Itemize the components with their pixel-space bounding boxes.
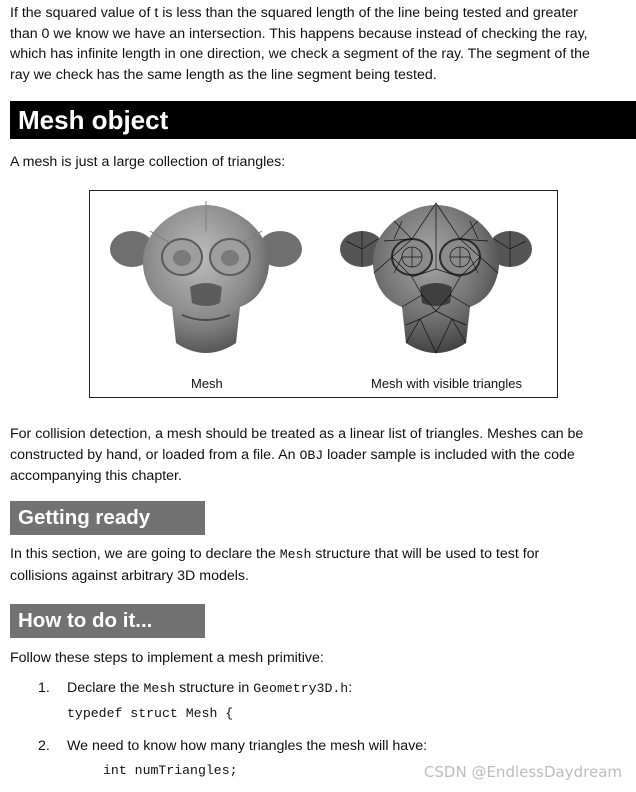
step-1-code-mesh: Mesh <box>143 681 176 696</box>
step-2-text: We need to know how many triangles the mesh will have: <box>67 738 428 754</box>
ready-line-2: collisions against arbitrary 3D models. <box>10 567 249 584</box>
intro-line-2: than 0 we know we have an intersection. This happens because instead of checking the ray, <box>10 25 588 42</box>
step-1-text <box>67 680 352 696</box>
collision-line-3: accompanying this chapter. <box>10 468 182 484</box>
step-1-text-a: Declare the <box>67 680 144 696</box>
collision-line-2-tail: loader sample is included with the code <box>323 446 575 463</box>
ready-line-1-tail: structure that will be used to test for <box>311 546 540 562</box>
caption-mesh: Mesh <box>191 376 223 391</box>
caption-mesh-visible-triangles: Mesh with visible triangles <box>371 376 523 391</box>
monkey-mesh-left <box>110 201 302 353</box>
mesh-figure <box>89 190 558 398</box>
collision-paragraph <box>10 424 626 487</box>
step-1-code-file: Geometry3D.h <box>253 681 349 696</box>
csdn-watermark: CSDN @EndlessDaydream <box>423 763 622 781</box>
step-1-number: 1. <box>38 680 50 696</box>
mesh-code: Mesh <box>279 547 312 562</box>
collision-line-1: For collision detection, a mesh should be treated as a linear list of triangles. Meshes can be <box>10 426 584 442</box>
heading-getting-ready: Getting ready <box>10 501 205 535</box>
collision-line-2: constructed by hand, or loaded from a file. An <box>10 446 300 463</box>
mesh-intro-text: A mesh is just a large collection of triangles: <box>10 154 286 170</box>
ready-line-1: In this section, we are going to declare the <box>10 546 280 562</box>
step-1-text-b: structure in <box>175 680 254 696</box>
step-1-text-c: : <box>348 680 353 696</box>
monkey-mesh-right <box>340 203 532 353</box>
ready-paragraph <box>10 544 626 586</box>
intro-line-1: If the squared value of t is less than the squared length of the line being tested and greater <box>10 5 578 21</box>
heading-how-to-do-it: How to do it... <box>10 604 205 638</box>
mesh-illustration <box>90 191 559 399</box>
obj-code: OBJ <box>299 447 324 463</box>
intro-line-4: ray we check has the same length as the line segment being tested. <box>10 66 437 83</box>
how-intro-text: Follow these steps to implement a mesh primitive: <box>10 650 324 666</box>
step-1-code: typedef struct Mesh { <box>67 706 234 721</box>
step-2-number: 2. <box>38 738 50 754</box>
step-2-code: int numTriangles; <box>103 763 238 778</box>
intro-line-3: which has infinite length in one direction, we check a segment of the ray. The segment of the <box>10 46 590 62</box>
heading-mesh-object: Mesh object <box>10 101 636 139</box>
intro-paragraph <box>10 3 626 85</box>
